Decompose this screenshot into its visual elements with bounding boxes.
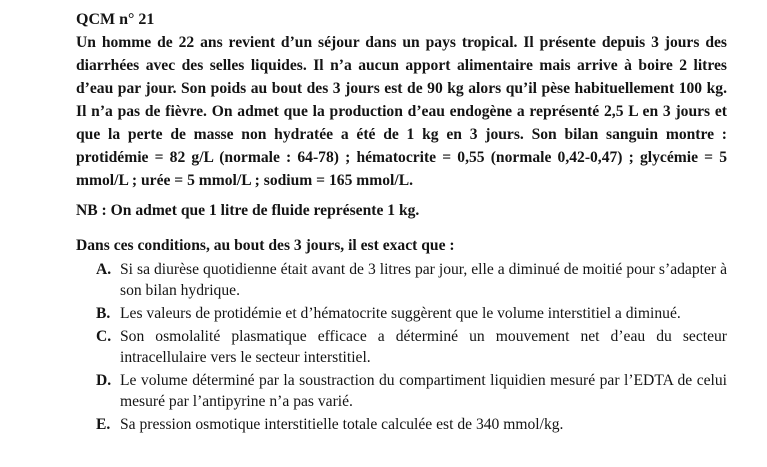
answer-option-e — [96, 414, 727, 435]
answer-option-c — [96, 326, 727, 368]
option-letter: B. — [96, 305, 111, 322]
option-letter: A. — [96, 261, 112, 278]
question-note: NB : On admet que 1 litre de fluide représente 1 kg. — [76, 202, 420, 219]
option-text: Le volume déterminé par la soustraction du compartiment liquidien mesuré par l’EDTA de celui mesuré par l’antipyrine n’a pas varié. — [120, 372, 727, 410]
answer-option-a — [96, 259, 727, 301]
question-lead: Dans ces conditions, au bout des 3 jours, il est exact que : — [76, 237, 455, 254]
answer-option-d — [96, 370, 727, 412]
question-title: QCM n° 21 — [76, 11, 155, 28]
option-text: Les valeurs de protidémie et d’hématocrite suggèrent que le volume interstitiel a diminué. — [120, 305, 681, 322]
question-stem: Un homme de 22 ans revient d’un séjour dans un pays tropical. Il présente depuis 3 jours des diarrhées avec des selles liquides. Il n’a aucun apport alimentaire mais arrive à boire 2 litres d’eau par jour. Son poids au bout des 3 jours est de 90 kg alors qu’il pèse habituellement 100 kg. Il n’a pas de fièvre. On admet que la production d’eau endogène a représenté 2,5 L en 3 jours et que la perte de masse non hydratée a été de 1 kg en 3 jours. Son bilan sanguin montre : protidémie = 82 g/L (normale : 64-78) ; hématocrite = 0,55 (normale 0,42-0,47) ; glycémie = 5 mmol/L ; urée = 5 mmol/L ; sodium = 165 mmol/L. — [76, 34, 727, 189]
option-text: Si sa diurèse quotidienne était avant de 3 litres par jour, elle a diminué de moitié pour s’adapter à son bilan hydrique. — [120, 261, 727, 299]
option-text: Sa pression osmotique interstitielle totale calculée est de 340 mmol/kg. — [120, 416, 564, 433]
option-letter: E. — [96, 416, 111, 433]
answer-option-b — [96, 303, 727, 324]
option-letter: C. — [96, 328, 112, 345]
option-letter: D. — [96, 372, 112, 389]
option-text: Son osmolalité plasmatique efficace a déterminé un mouvement net d’eau du secteur intracellulaire vers le secteur interstitiel. — [120, 328, 727, 366]
answer-options — [76, 259, 727, 435]
